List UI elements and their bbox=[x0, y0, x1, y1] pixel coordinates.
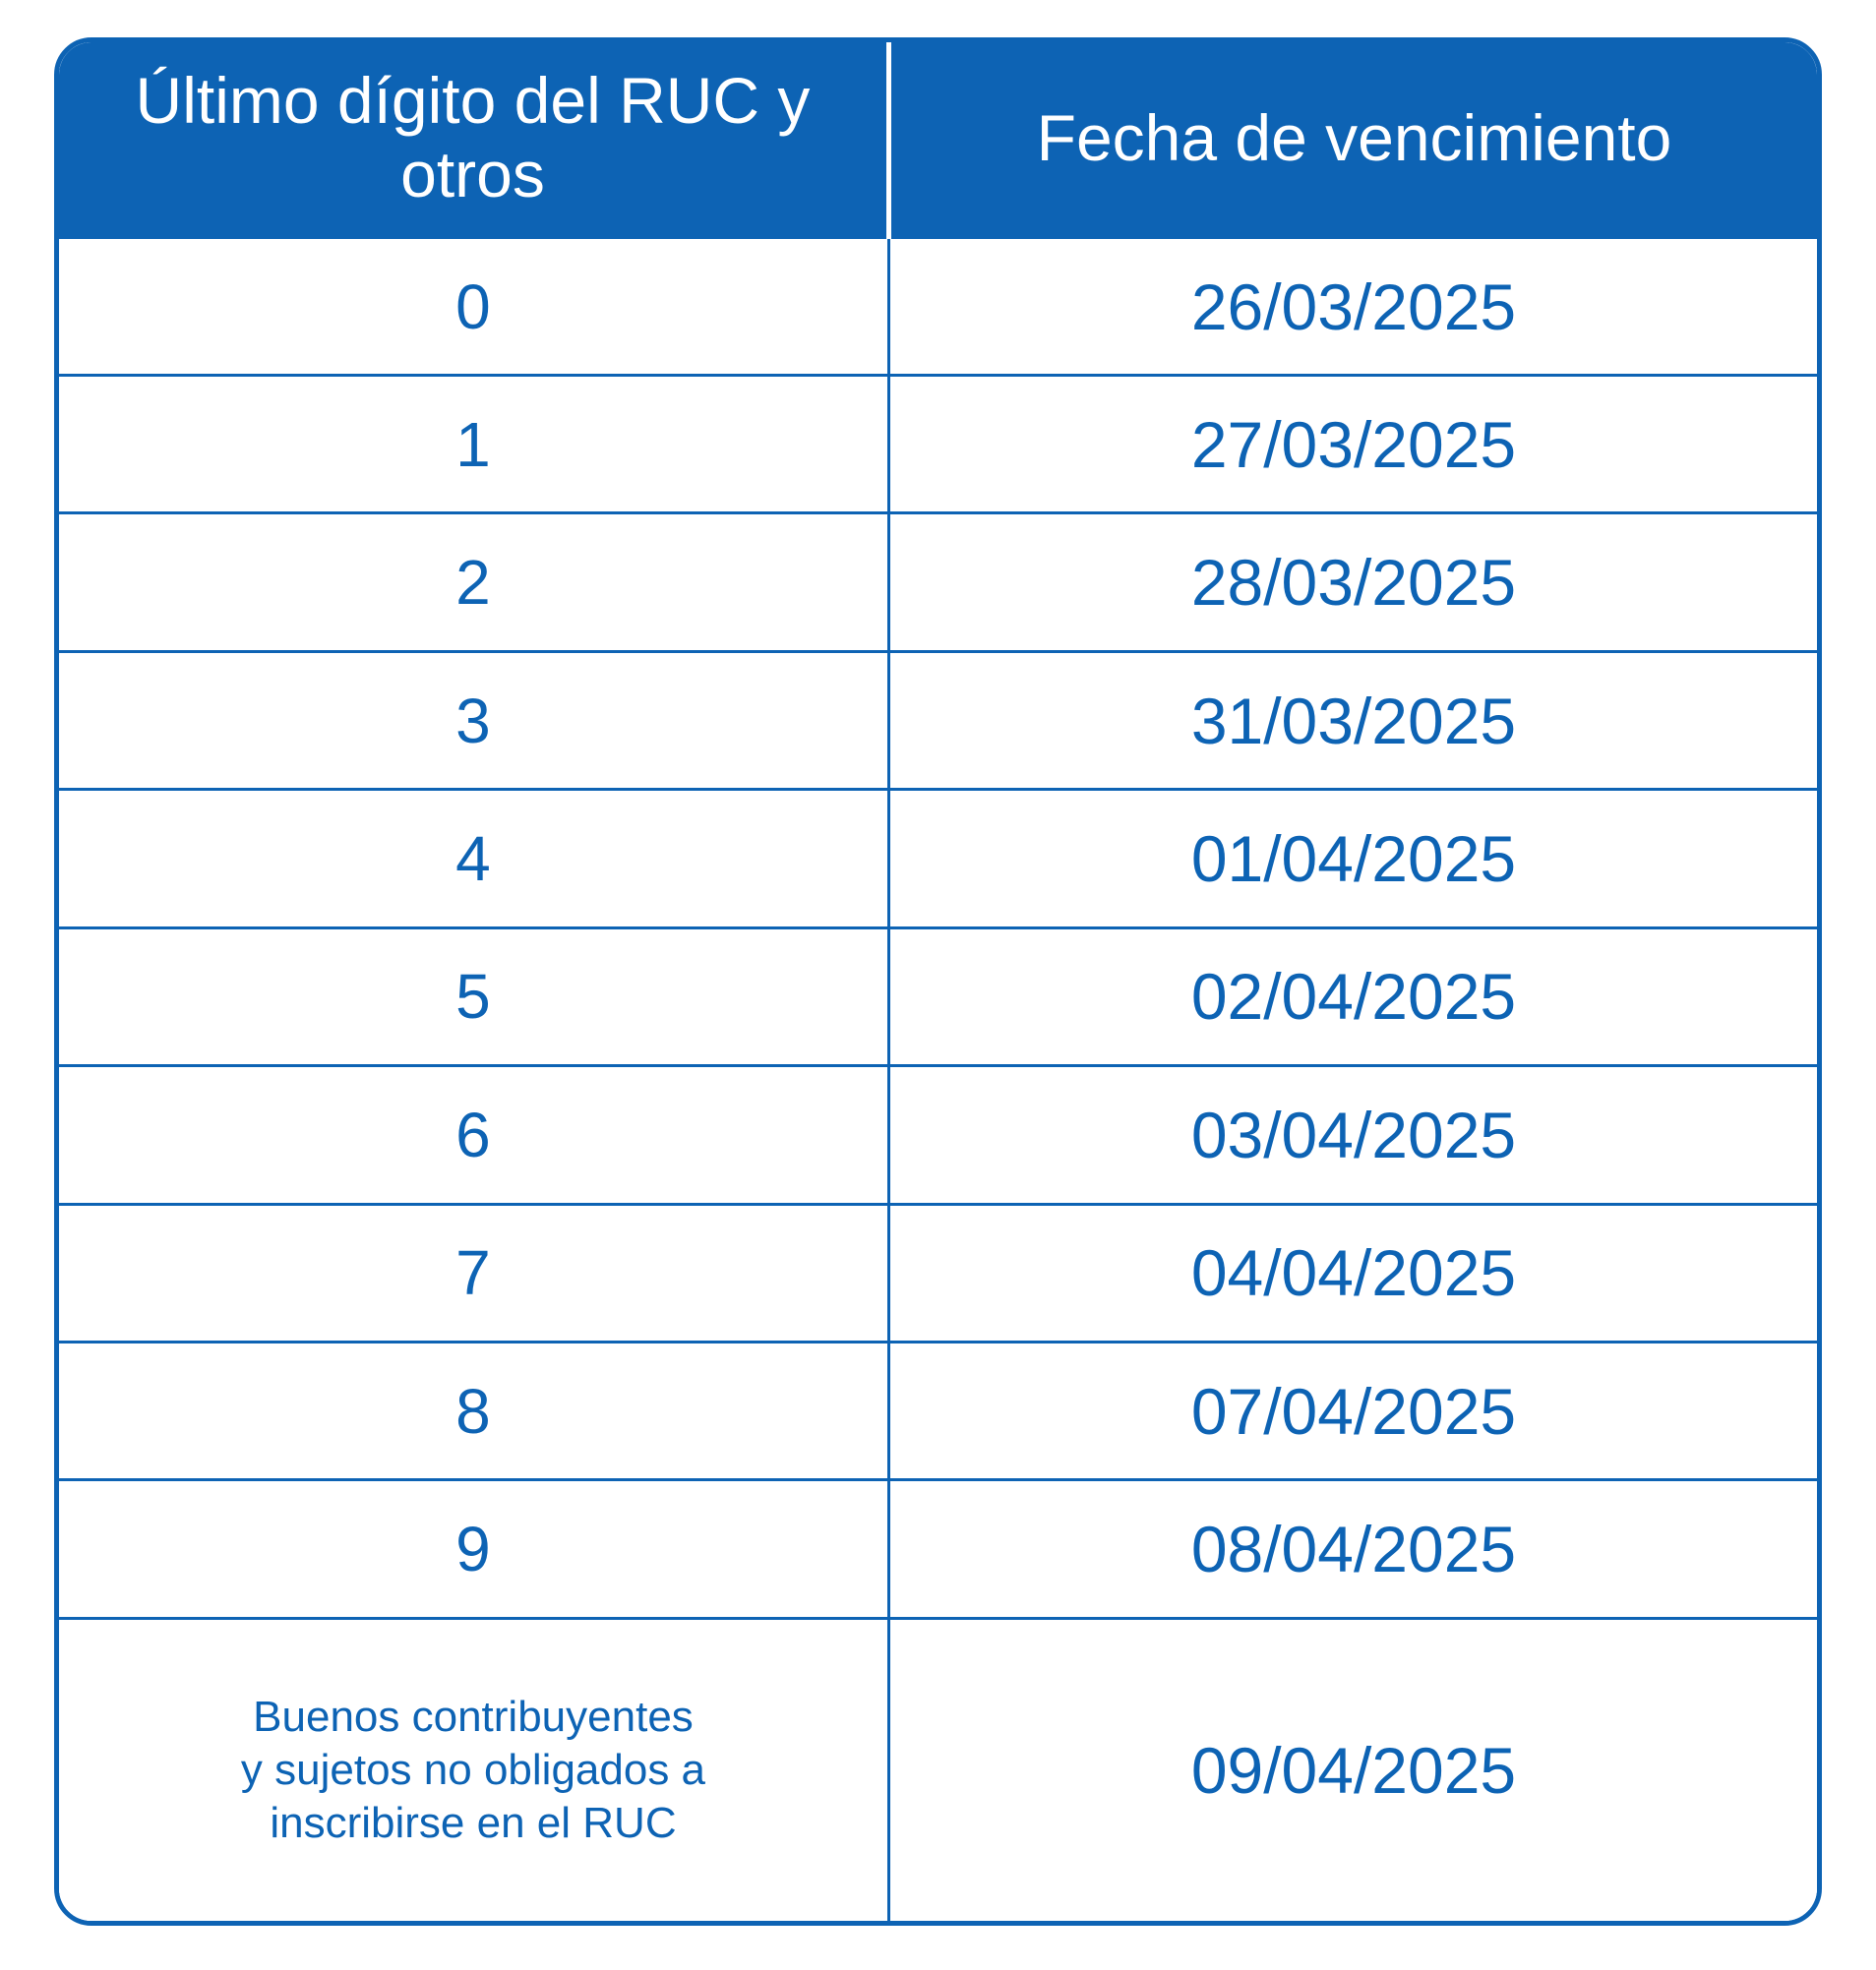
cell-special-taxpayers-label bbox=[59, 1618, 888, 1921]
cell-ruc-digit: 3 bbox=[59, 651, 888, 789]
cell-due-date: 02/04/2025 bbox=[888, 927, 1817, 1065]
table-row bbox=[59, 651, 1817, 789]
cell-special-due-date: 09/04/2025 bbox=[888, 1618, 1817, 1921]
cell-due-date: 27/03/2025 bbox=[888, 375, 1817, 512]
cell-due-date: 31/03/2025 bbox=[888, 651, 1817, 789]
cell-ruc-digit: 7 bbox=[59, 1204, 888, 1342]
cell-ruc-digit: 6 bbox=[59, 1066, 888, 1204]
special-label-line-3: inscribirse en el RUC bbox=[270, 1798, 677, 1847]
table-row bbox=[59, 1204, 1817, 1342]
special-label-line-1: Buenos contribuyentes bbox=[253, 1693, 694, 1742]
special-label-line-2: y sujetos no obligados a bbox=[240, 1746, 706, 1795]
table-header bbox=[59, 42, 1817, 239]
cell-ruc-digit: 1 bbox=[59, 375, 888, 512]
cell-due-date: 08/04/2025 bbox=[888, 1480, 1817, 1618]
cell-ruc-digit: 8 bbox=[59, 1343, 888, 1480]
cell-due-date: 26/03/2025 bbox=[888, 239, 1817, 375]
cell-due-date: 03/04/2025 bbox=[888, 1066, 1817, 1204]
cell-due-date: 07/04/2025 bbox=[888, 1343, 1817, 1480]
table-header-row bbox=[59, 42, 1817, 239]
cell-ruc-digit: 4 bbox=[59, 790, 888, 927]
table-body bbox=[59, 239, 1817, 1921]
cell-due-date: 01/04/2025 bbox=[888, 790, 1817, 927]
column-header-due-date: Fecha de vencimiento bbox=[888, 42, 1817, 239]
cell-ruc-digit: 2 bbox=[59, 513, 888, 651]
table-row bbox=[59, 513, 1817, 651]
cell-ruc-digit: 0 bbox=[59, 239, 888, 375]
cell-due-date: 04/04/2025 bbox=[888, 1204, 1817, 1342]
cell-due-date: 28/03/2025 bbox=[888, 513, 1817, 651]
cell-ruc-digit: 5 bbox=[59, 927, 888, 1065]
table-row bbox=[59, 1343, 1817, 1480]
cell-ruc-digit: 9 bbox=[59, 1480, 888, 1618]
due-dates-table bbox=[59, 42, 1817, 1921]
table-row bbox=[59, 239, 1817, 375]
table-row-special bbox=[59, 1618, 1817, 1921]
table-row bbox=[59, 375, 1817, 512]
column-header-ruc-digit: Último dígito del RUC y otros bbox=[59, 42, 888, 239]
table-row bbox=[59, 1066, 1817, 1204]
due-dates-table-container bbox=[54, 37, 1822, 1926]
table-row bbox=[59, 1480, 1817, 1618]
table-row bbox=[59, 927, 1817, 1065]
table-row bbox=[59, 790, 1817, 927]
